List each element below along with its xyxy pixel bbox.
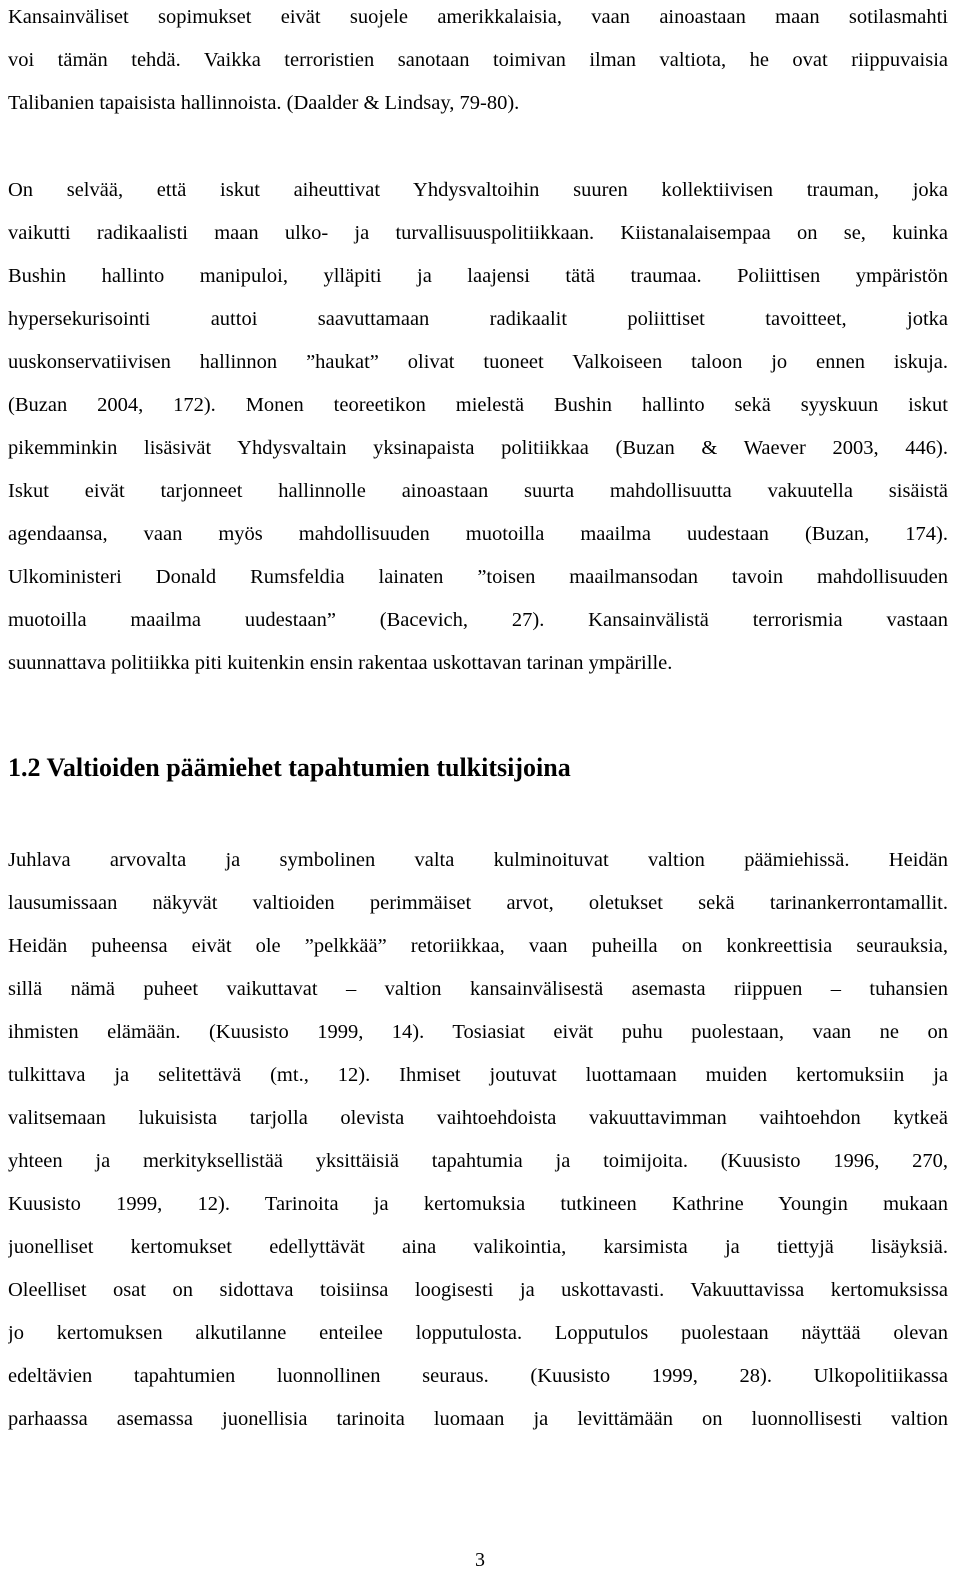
text-line: edeltävien tapahtumien luonnollinen seuraus. (Kuusisto 1999, 28). Ulkopolitiikassa bbox=[8, 1365, 948, 1387]
text-line: Ulkoministeri Donald Rumsfeldia lainaten ”toisen maailmansodan tavoin mahdollisuuden bbox=[8, 566, 948, 588]
text-line: (Buzan 2004, 172). Monen teoreetikon mielestä Bushin hallinto sekä syyskuun iskut bbox=[8, 394, 948, 416]
text-line: tulkittava ja selitettävä (mt., 12). Ihmiset joutuvat luottamaan muiden kertomuksiin ja bbox=[8, 1064, 948, 1086]
text-line: sillä nämä puheet vaikuttavat – valtion kansainvälisestä asemasta riippuen – tuhansien bbox=[8, 978, 948, 1000]
text-line: valitsemaan lukuisista tarjolla olevista vaihtoehdoista vakuuttavimman vaihtoehdon kytkeä bbox=[8, 1107, 948, 1129]
text-line: agendaansa, vaan myös mahdollisuuden muotoilla maailma uudestaan (Buzan, 174). bbox=[8, 523, 948, 545]
text-line: Juhlava arvovalta ja symbolinen valta kulminoituvat valtion päämiehissä. Heidän bbox=[8, 849, 948, 871]
text-line: jo kertomuksen alkutilanne enteilee lopputulosta. Lopputulos puolestaan näyttää olevan bbox=[8, 1322, 948, 1344]
text-line: Bushin hallinto manipuloi, ylläpiti ja laajensi tätä traumaa. Poliittisen ympäristön bbox=[8, 265, 948, 287]
text-line: lausumissaan näkyvät valtioiden perimmäiset arvot, oletukset sekä tarinankerrontamallit. bbox=[8, 892, 948, 914]
text-line: On selvää, että iskut aiheuttivat Yhdysvaltoihin suuren kollektiivisen trauman, joka bbox=[8, 179, 948, 201]
page-number: 3 bbox=[475, 1549, 485, 1571]
text-line: juonelliset kertomukset edellyttävät aina valikointia, karsimista ja tiettyjä lisäyksiä. bbox=[8, 1236, 948, 1258]
text-line: pikemminkin lisäsivät Yhdysvaltain yksinapaista politiikkaa (Buzan & Waever 2003, 446). bbox=[8, 437, 948, 459]
text-line: yhteen ja merkityksellistää yksittäisiä tapahtumia ja toimijoita. (Kuusisto 1996, 270, bbox=[8, 1150, 948, 1172]
text-line: muotoilla maailma uudestaan” (Bacevich, 27). Kansainvälistä terrorismia vastaan bbox=[8, 609, 948, 631]
text-line: voi tämän tehdä. Vaikka terroristien sanotaan toimivan ilman valtiota, he ovat riippuvaisia bbox=[8, 49, 948, 71]
text-line: suunnattava politiikka piti kuitenkin ensin rakentaa uskottavan tarinan ympärille. bbox=[8, 652, 673, 674]
text-line: vaikutti radikaalisti maan ulko- ja turvallisuuspolitiikkaan. Kiistanalaisempaa on se, kuinka bbox=[8, 222, 948, 244]
text-line: uuskonservatiivisen hallinnon ”haukat” olivat tuoneet Valkoiseen taloon jo ennen iskuja. bbox=[8, 351, 948, 373]
text-line: hypersekurisointi auttoi saavuttamaan radikaalit poliittiset tavoitteet, jotka bbox=[8, 308, 948, 330]
text-line: Talibanien tapaisista hallinnoista. (Daalder & Lindsay, 79-80). bbox=[8, 92, 520, 114]
text-line: Heidän puheensa eivät ole ”pelkkää” retoriikkaa, vaan puheilla on konkreettisia seurauksia, bbox=[8, 935, 948, 957]
text-line: Kansainväliset sopimukset eivät suojele amerikkalaisia, vaan ainoastaan maan sotilasmahti bbox=[8, 6, 948, 28]
text-line: ihmisten elämään. (Kuusisto 1999, 14). Tosiasiat eivät puhu puolestaan, vaan ne on bbox=[8, 1021, 948, 1043]
text-line: Kuusisto 1999, 12). Tarinoita ja kertomuksia tutkineen Kathrine Youngin mukaan bbox=[8, 1193, 948, 1215]
section-heading: 1.2 Valtioiden päämiehet tapahtumien tulkitsijoina bbox=[8, 753, 571, 782]
text-line: Iskut eivät tarjonneet hallinnolle ainoastaan suurta mahdollisuutta vakuutella sisäistä bbox=[8, 480, 948, 502]
text-line: parhaassa asemassa juonellisia tarinoita luomaan ja levittämään on luonnollisesti valtion bbox=[8, 1408, 948, 1430]
text-line: Oleelliset osat on sidottava toisiinsa loogisesti ja uskottavasti. Vakuuttavissa kertomuksissa bbox=[8, 1279, 948, 1301]
